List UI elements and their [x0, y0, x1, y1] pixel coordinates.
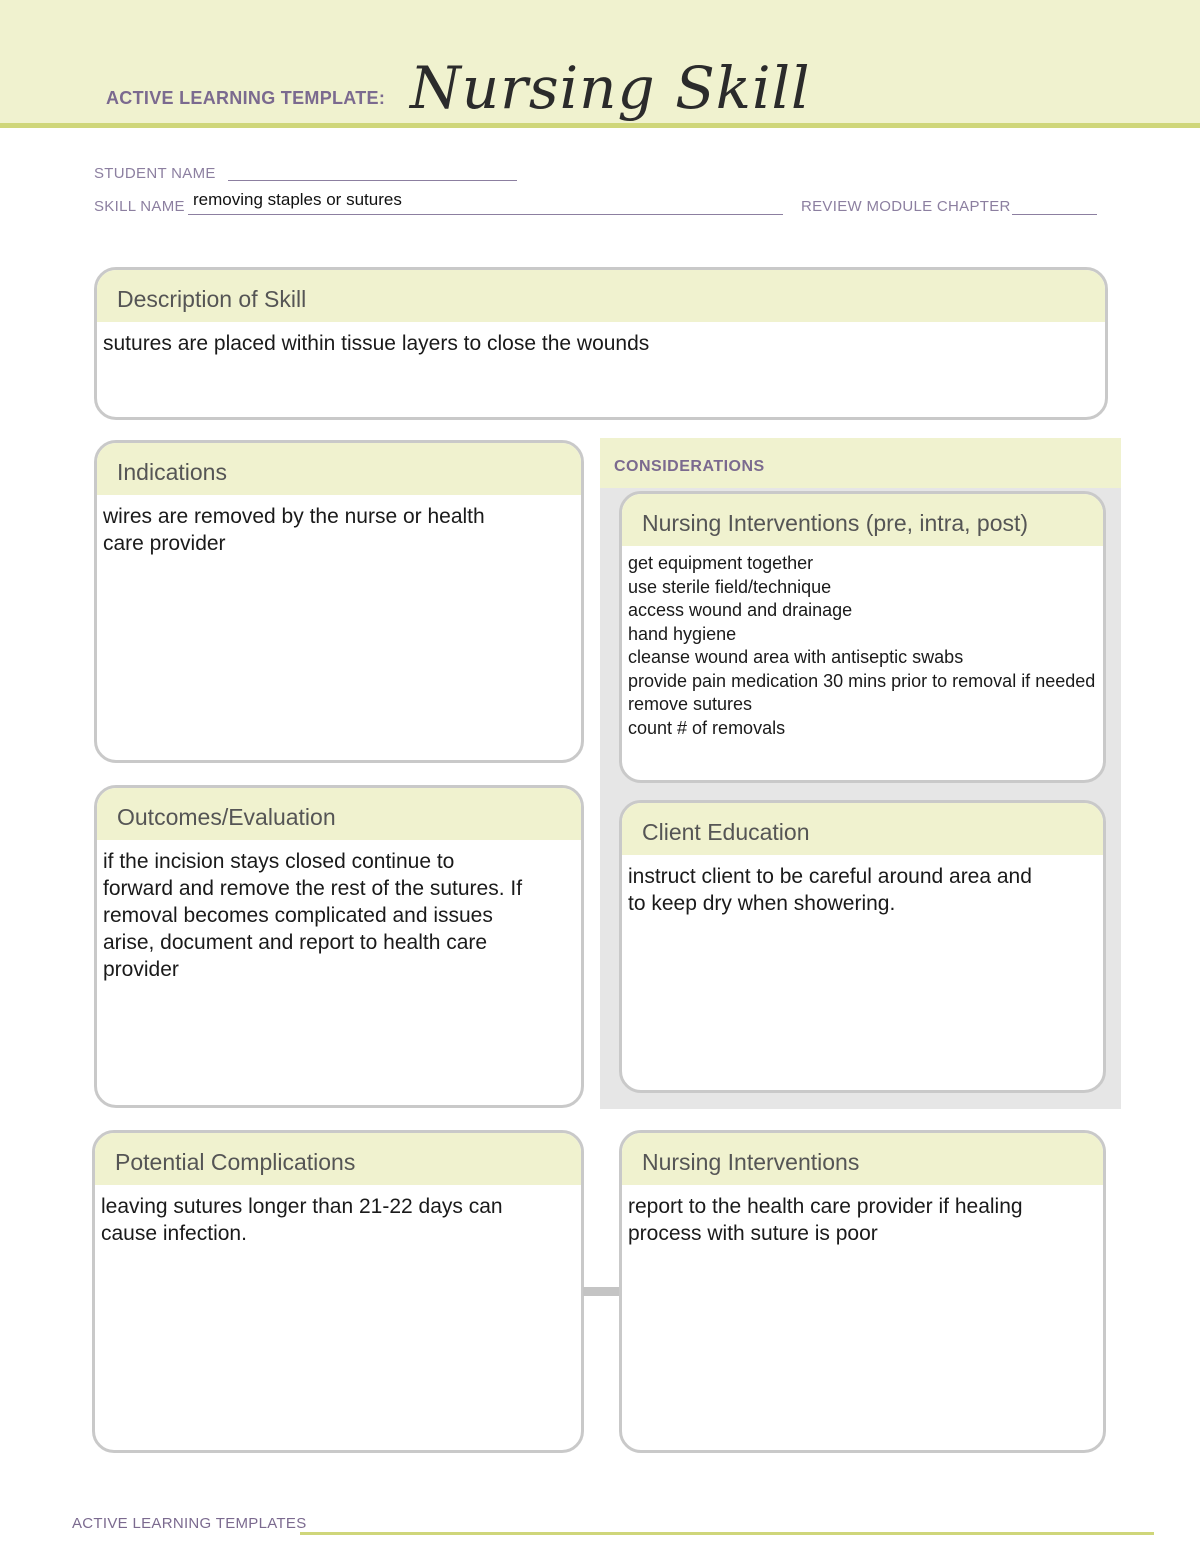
description-text[interactable]: sutures are placed within tissue layers to close the wounds [103, 332, 650, 355]
indications-text[interactable]: wires are removed by the nurse or health care provider [103, 505, 485, 555]
complication-interventions-box [619, 1130, 1106, 1453]
student-name-line [228, 180, 517, 181]
outcomes-text[interactable]: if the incision stays closed continue to forward and remove the rest of the sutures. If removal becomes complicated and issues arise, document and report to health care provider [103, 850, 523, 981]
student-name-label: STUDENT NAME [94, 165, 216, 182]
skill-name-label: SKILL NAME [94, 198, 185, 215]
indications-box [94, 440, 584, 763]
header-rule [0, 123, 1200, 128]
nursing-interventions-list[interactable] [622, 546, 1103, 746]
complication-interventions-text[interactable]: report to the health care provider if healing process with suture is poor [628, 1195, 1023, 1245]
indications-title: Indications [97, 443, 581, 495]
list-item: remove sutures [628, 694, 753, 714]
list-item: use sterile field/technique [628, 576, 832, 597]
complications-title: Potential Complications [95, 1133, 581, 1185]
review-module-line [1012, 214, 1097, 215]
footer-label: ACTIVE LEARNING TEMPLATES [72, 1515, 307, 1532]
list-item: get equipment together [628, 553, 814, 573]
client-education-text[interactable]: instruct client to be careful around area and to keep dry when showering. [628, 865, 1032, 915]
template-label: ACTIVE LEARNING TEMPLATE: [106, 88, 386, 108]
nursing-interventions-box [619, 491, 1106, 783]
outcomes-box [94, 785, 584, 1108]
description-title: Description of Skill [97, 270, 1105, 322]
list-item: provide pain medication 30 mins prior to removal if needed [628, 670, 1096, 691]
list-item: hand hygiene [628, 623, 737, 644]
client-education-box [619, 800, 1106, 1093]
template-title: Nursing Skill [410, 54, 811, 122]
review-module-label: REVIEW MODULE CHAPTER [801, 198, 1011, 215]
considerations-label: CONSIDERATIONS [614, 458, 765, 475]
box-connector [583, 1287, 620, 1296]
nursing-interventions-title: Nursing Interventions (pre, intra, post) [622, 494, 1103, 546]
complications-box [92, 1130, 584, 1453]
list-item: count # of removals [628, 717, 786, 738]
complication-interventions-title: Nursing Interventions [622, 1133, 1103, 1185]
skill-name-line [188, 214, 783, 215]
list-item: cleanse wound area with antiseptic swabs [628, 647, 964, 667]
complications-text[interactable]: leaving sutures longer than 21-22 days can cause infection. [101, 1195, 503, 1245]
outcomes-title: Outcomes/Evaluation [97, 788, 581, 840]
list-item: access wound and drainage [628, 600, 853, 620]
client-education-title: Client Education [622, 803, 1103, 855]
skill-name-field[interactable]: removing staples or sutures [193, 190, 402, 209]
footer-rule [300, 1532, 1154, 1535]
description-box [94, 267, 1108, 420]
